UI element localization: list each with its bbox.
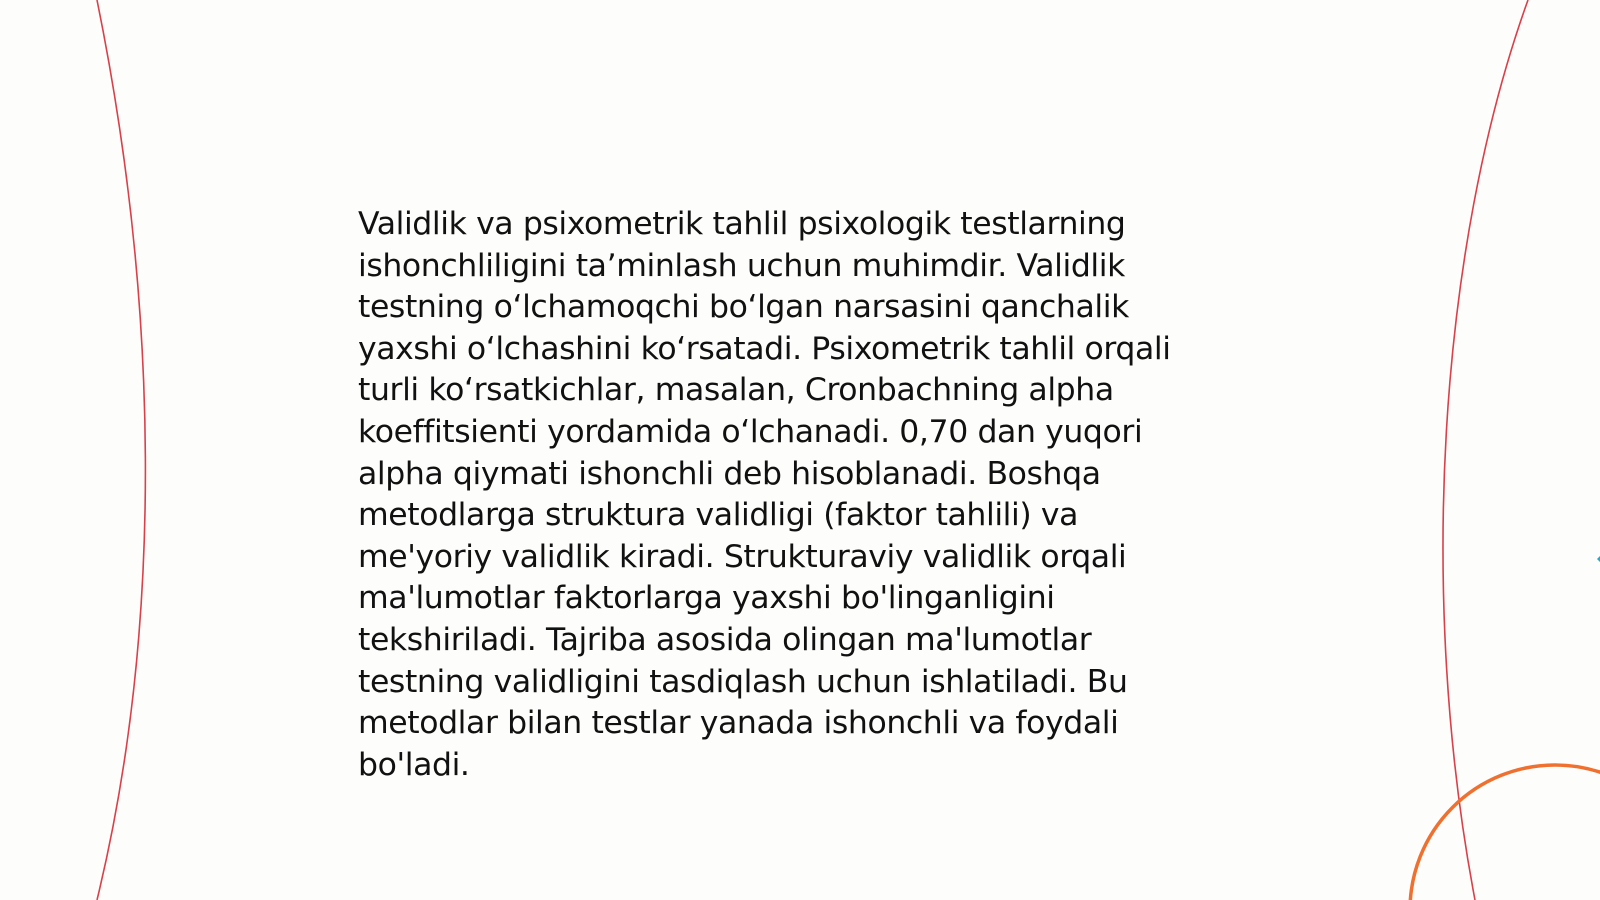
body-line-3: testning o‘lchamoqchi bo‘lgan narsasini qanchalik (358, 289, 1129, 326)
body-line-14: bo'ladi. (358, 746, 470, 783)
body-line-6: koeffitsienti yordamida o‘lchanadi. 0,70 dan yuqori (358, 413, 1143, 450)
body-line-10: ma'lumotlar faktorlarga yaxshi bo'linganligini (358, 580, 1055, 617)
body-line-12: testning validligini tasdiqlash uchun ishlatiladi. Bu (358, 663, 1128, 700)
body-line-5: turli ko‘rsatkichlar, masalan, Cronbachning alpha (358, 372, 1114, 409)
body-line-8: metodlarga struktura validligi (faktor tahlili) va (358, 497, 1079, 534)
body-paragraph (358, 204, 1218, 786)
body-line-4: yaxshi o‘lchashini ko‘rsatadi. Psixometrik tahlil orqali (358, 330, 1171, 367)
right-curve-line (1443, 0, 1528, 900)
body-line-9: me'yoriy validlik kiradi. Strukturaviy validlik orqali (358, 538, 1127, 575)
body-line-1: Validlik va psixometrik tahlil psixologik testlarning (358, 206, 1126, 242)
body-line-13: metodlar bilan testlar yanada ishonchli va foydali (358, 705, 1119, 742)
body-line-11: tekshiriladi. Tajriba asosida olingan ma'lumotlar (358, 621, 1092, 658)
orange-circle-arc (1410, 765, 1600, 900)
left-curve-line (97, 0, 145, 900)
body-line-2: ishonchliligini ta’minlash uchun muhimdir. Validlik (358, 247, 1125, 284)
body-line-7: alpha qiymati ishonchli deb hisoblanadi. Boshqa (358, 455, 1101, 492)
